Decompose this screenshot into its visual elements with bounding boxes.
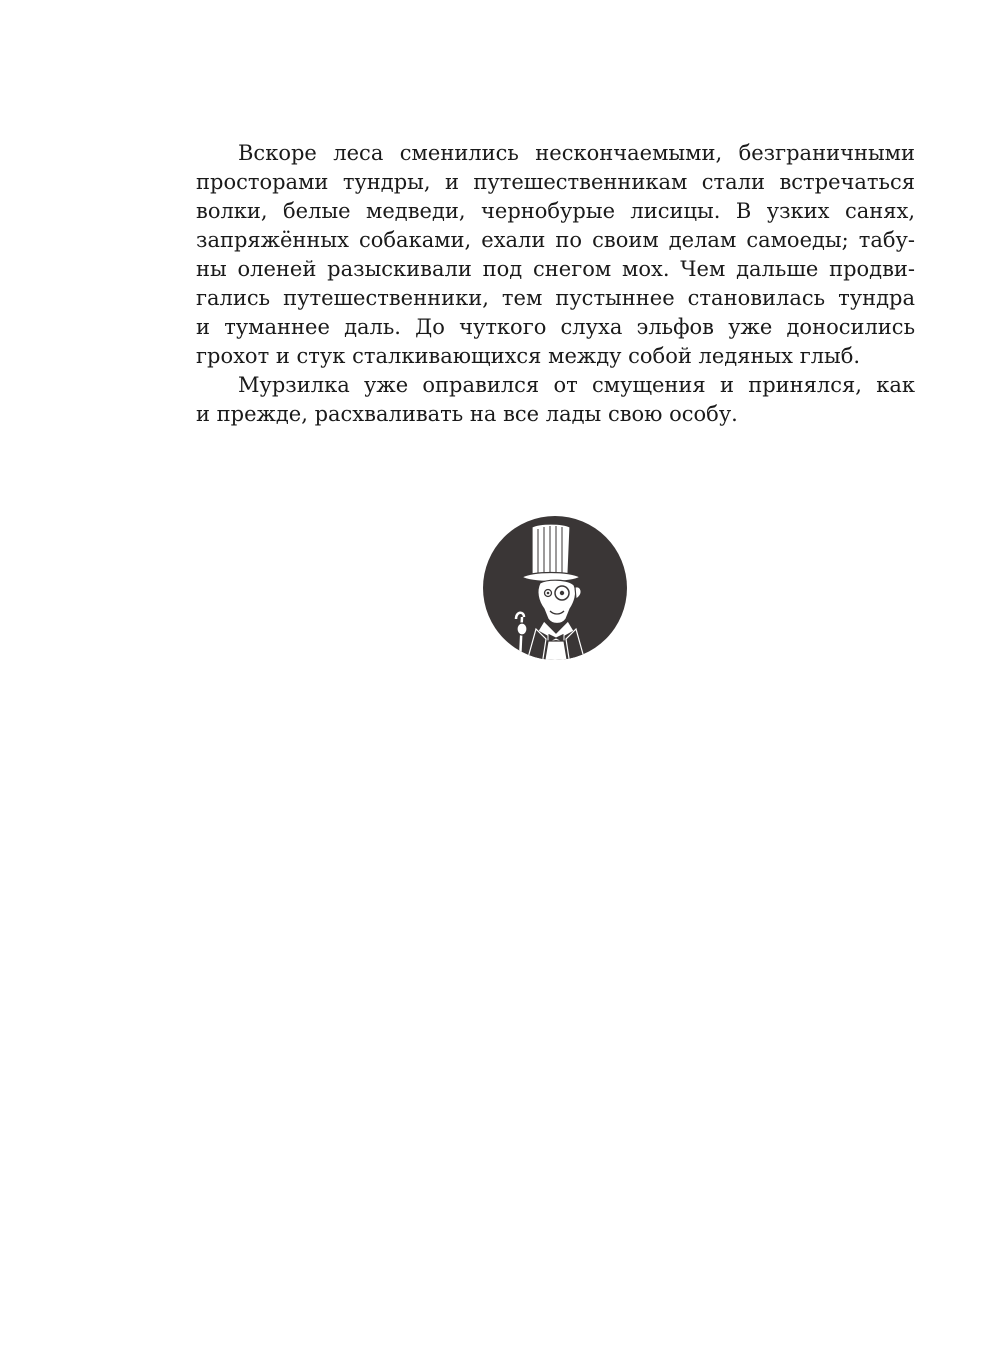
text-line: ны оленей разыскивали под снегом мох. Чем дальше продви- [196,257,915,281]
text-line: волки, белые медведи, чернобурые лисицы. В узких санях, [196,199,915,223]
text-line: и прежде, расхваливать на все лады свою особу. [196,402,738,426]
text-line: гались путешественники, тем пустыннее становилась тундра [196,286,915,310]
top-hat-gentleman-vignette-icon [482,515,628,661]
paragraph-2 [196,371,915,429]
text-line: Вскоре леса сменились нескончаемыми, безграничными [238,141,915,165]
text-line: просторами тундры, и путешественникам стали встречаться [196,170,915,194]
text-line: грохот и стук сталкивающихся между собой ледяных глыб. [196,344,861,368]
body-text [196,139,915,429]
vignette-drawing [482,515,628,661]
text-line: Мурзилка уже оправился от смущения и принялся, как [238,373,915,397]
text-line: и туманнее даль. До чуткого слуха эльфов уже доносились [196,315,915,339]
paragraph-1 [196,139,915,371]
text-line: запряжённых собаками, ехали по своим делам самоеды; табу- [196,228,915,252]
